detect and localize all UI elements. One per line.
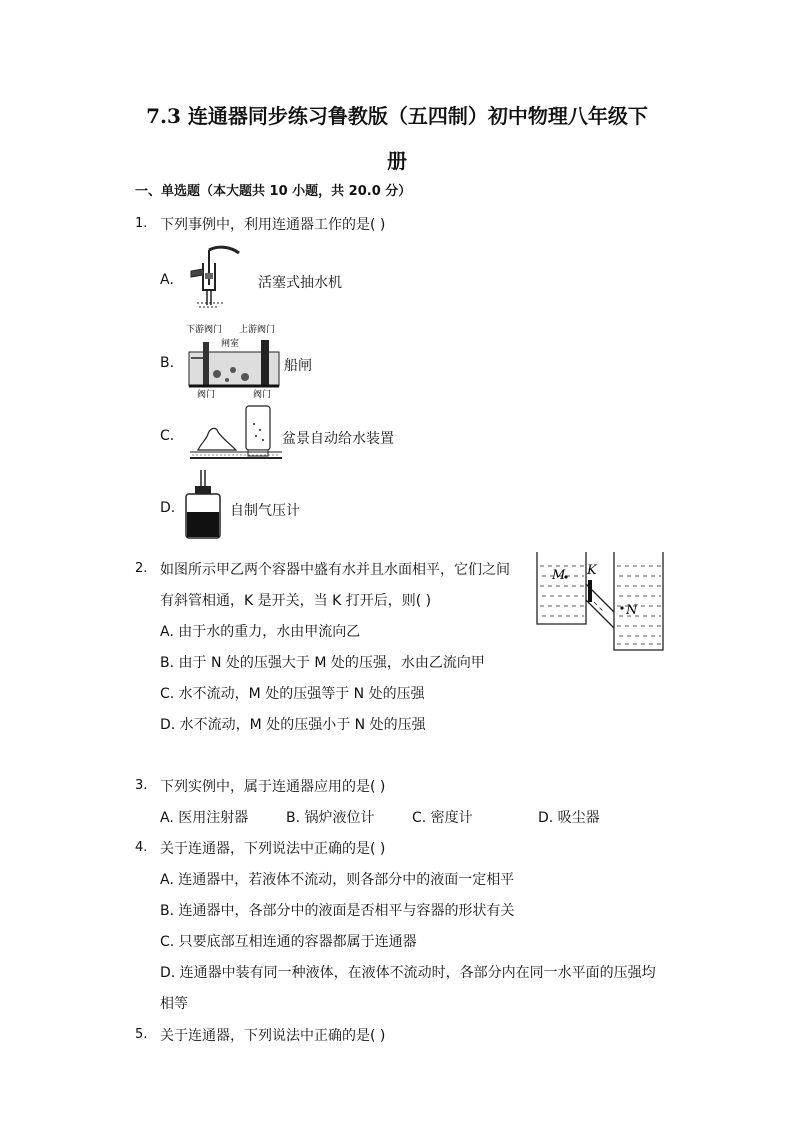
section-header: 一、单选题（本大题共 10 小题，共 20.0 分） — [135, 184, 412, 199]
page-title: 7.3 连通器同步练习鲁教版（五四制）初中物理八年级下 — [146, 104, 648, 128]
option-letter-c: C. — [160, 428, 175, 444]
option-caption-b: 船闸 — [284, 358, 312, 374]
label-m: M — [552, 568, 566, 583]
option-b: B. 锅炉液位计 — [286, 810, 375, 826]
option-c: C. 只要底部互相连通的容器都属于连通器 — [160, 934, 417, 950]
option-c: C. 密度计 — [412, 810, 473, 826]
question-stem-line-1: 如图所示甲乙两个容器中盛有水并且水面相平，它们之间 — [160, 562, 510, 578]
option-d: D. 吸尘器 — [538, 810, 600, 826]
homemade-barometer-figure — [183, 470, 223, 540]
question-number: 1. — [135, 216, 148, 231]
option-letter-d: D. — [160, 500, 176, 516]
connected-containers-figure — [536, 550, 664, 652]
option-a: A. 连通器中，若液体不流动，则各部分中的液面一定相平 — [160, 872, 515, 888]
question-stem: 下列实例中，属于连通器应用的是( ) — [160, 779, 386, 795]
option-a: A. 由于水的重力，水由甲流向乙 — [160, 624, 361, 640]
piston-pump-figure — [183, 245, 253, 313]
question-number: 4. — [135, 840, 148, 855]
label-k: K — [587, 563, 597, 578]
option-d-continued: 相等 — [160, 996, 188, 1012]
question-stem: 关于连通器，下列说法中正确的是( ) — [160, 841, 386, 857]
option-caption-c: 盆景自动给水装置 — [282, 431, 394, 447]
label-down-valve: 下游阀门 — [186, 325, 223, 335]
label-valve-right: 阀门 — [253, 390, 272, 400]
ship-lock-figure — [183, 322, 283, 400]
option-letter-a: A. — [160, 272, 174, 288]
option-c: C. 水不流动，M 处的压强等于 N 处的压强 — [160, 686, 425, 702]
option-letter-b: B. — [160, 355, 175, 371]
option-a: A. 医用注射器 — [160, 810, 249, 826]
option-caption-d: 自制气压计 — [230, 503, 300, 519]
question-stem: 关于连通器，下列说法中正确的是( ) — [160, 1028, 386, 1044]
question-stem-line-2: 有斜管相通，K 是开关，当 K 打开后，则( ) — [160, 593, 432, 609]
question-number: 2. — [135, 561, 148, 576]
option-caption-a: 活塞式抽水机 — [258, 275, 342, 291]
label-chamber: 闸室 — [221, 339, 240, 349]
option-d: D. 连通器中装有同一种液体，在液体不流动时，各部分内在同一水平面的压强均 — [160, 965, 656, 981]
question-stem: 下列事例中，利用连通器工作的是( ) — [160, 217, 386, 233]
option-b: B. 由于 N 处的压强大于 M 处的压强，水由乙流向甲 — [160, 655, 485, 671]
question-number: 5. — [135, 1027, 148, 1042]
option-d: D. 水不流动，M 处的压强小于 N 处的压强 — [160, 717, 426, 733]
label-up-valve: 上游阀门 — [239, 325, 276, 335]
option-b: B. 连通器中，各部分中的液面是否相平与容器的形状有关 — [160, 903, 515, 919]
question-number: 3. — [135, 778, 148, 793]
bonsai-water-device-figure — [188, 402, 283, 464]
label-n: N — [626, 603, 638, 618]
page-title-continued: 册 — [387, 149, 407, 173]
label-valve-left: 阀门 — [197, 390, 216, 400]
